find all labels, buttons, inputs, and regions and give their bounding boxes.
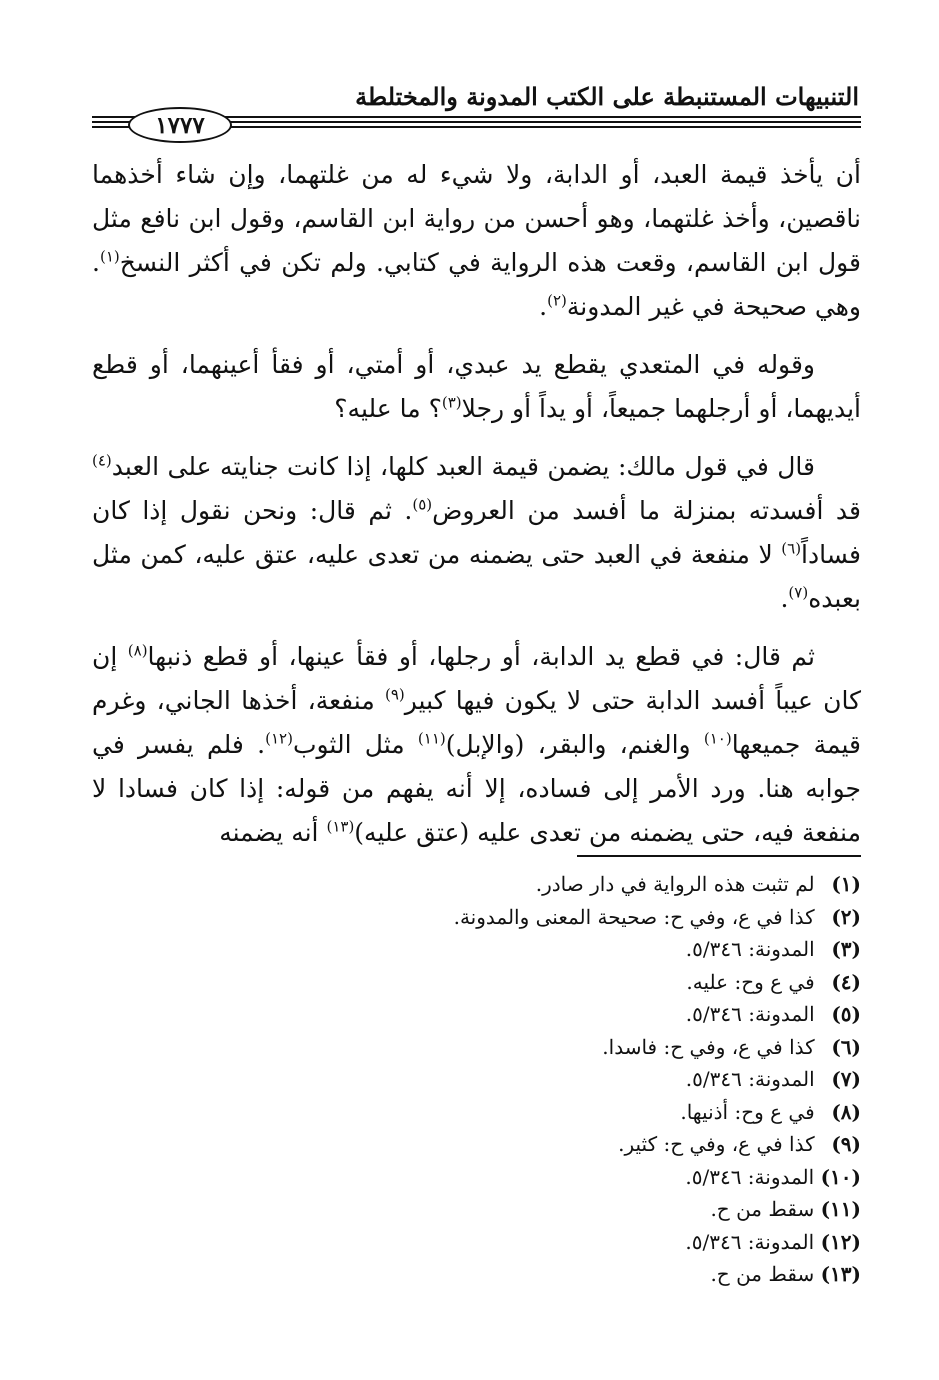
- text-run: قال في قول مالك: يضمن قيمة العبد كلها، إذا كانت جنايته على العبد: [111, 452, 815, 481]
- footnote-text: في ع وح: عليه.: [686, 969, 815, 994]
- text-run: ثم قال: في قطع يد الدابة، أو رجلها، أو فقأ عينها، أو قطع ذنبها: [147, 642, 815, 671]
- footnote-item: [161, 1226, 861, 1259]
- footnote-item: [161, 933, 861, 966]
- footnote-item: [161, 1031, 861, 1064]
- footnote-ref: (٢): [547, 291, 567, 310]
- footnote-ref: (١٣): [326, 817, 355, 836]
- footnote-text: المدونة: ٥/٣٤٦.: [685, 1067, 815, 1091]
- text-run: والغنم، والبقر، (والإبل): [445, 730, 704, 759]
- footnote-ref: (٩): [384, 685, 405, 704]
- footnote-number: (٢): [831, 904, 861, 929]
- footnote-item: [161, 1258, 861, 1291]
- footnote-text: كذا في ع، وفي ح: فاسدا.: [602, 1034, 815, 1059]
- footnotes-list: [161, 868, 861, 1291]
- footnote-number: (١٣): [820, 1262, 861, 1286]
- footnote-ref: (١٢): [265, 729, 293, 748]
- footnote-number: (٥): [831, 1002, 861, 1026]
- footnote-item: [161, 1063, 861, 1096]
- footnote-number: (١٢): [820, 1229, 861, 1254]
- footnote-text: المدونة: ٥/٣٤٦.: [685, 1229, 815, 1254]
- text-run: وقوله في المتعدي يقطع يد عبدي، أو أمتي، أو فقأ أعينهما، أو قطع أيديهما، أو أرجلهما جميعاً، أو يداً أو رجلا: [92, 350, 861, 423]
- footnote-number: (١٠): [820, 1164, 861, 1189]
- footnote-item: [161, 901, 861, 934]
- footnote-separator: [577, 855, 861, 857]
- text-run: .: [780, 584, 789, 613]
- footnote-ref: (٥): [412, 495, 433, 514]
- footnote-text: المدونة: ٥/٣٤٦.: [685, 1164, 815, 1189]
- text-run: .: [539, 292, 548, 321]
- text-run: . فلم يفسر في جوابه هنا. ورد الأمر إلى فساده، إلا أنه يفهم من قوله: إذا كان فسادا لا منفعة فيه، حتى يضمنه من تعدى عليه (عتق عليه): [92, 730, 861, 847]
- text-run: أن يأخذ قيمة العبد، أو الدابة، ولا شيء له من غلتهما، وإن شاء أخذهما ناقصين، وأخذ غلتهما، وهو أحسن من رواية ابن القاسم، وقول ابن نافع مثل قول ابن القاسم، وقعت هذه الرواية في كتابي. ولم تكن في أكثر النسخ: [92, 160, 861, 277]
- footnote-text: سقط من ح.: [710, 1262, 815, 1286]
- footnote-number: (١): [831, 872, 861, 896]
- footnote-ref: (٦): [781, 539, 802, 558]
- footnote-ref: (٨): [127, 641, 148, 660]
- main-text: [92, 153, 861, 869]
- footnote-item: [161, 1096, 861, 1129]
- footnote-number: (٦): [831, 1034, 861, 1059]
- footnote-number: (٧): [831, 1067, 861, 1091]
- footnote-item: [161, 868, 861, 901]
- paragraph-2: [92, 343, 861, 431]
- footnote-text: المدونة: ٥/٣٤٦.: [685, 937, 815, 961]
- footnote-text: لم تثبت هذه الرواية في دار صادر.: [535, 872, 815, 896]
- text-run: قد أفسدته بمنزلة ما أفسد من العروض: [432, 496, 861, 525]
- footnote-ref: (١١): [417, 729, 446, 748]
- text-run: منفعة، أخذها الجاني، وغرم قيمة جميعها: [92, 686, 861, 759]
- footnote-number: (٨): [831, 1099, 861, 1124]
- footnote-item: [161, 1128, 861, 1161]
- text-run: أنه يضمنه: [219, 818, 327, 847]
- paragraph-3: [92, 445, 861, 621]
- running-title: التنبيهات المستنبطة على الكتب المدونة والمختلطة: [355, 82, 859, 111]
- footnote-number: (٣): [831, 937, 861, 961]
- footnote-number: (١١): [820, 1197, 861, 1221]
- footnote-ref: (٣): [441, 393, 462, 412]
- paragraph-4: [92, 635, 861, 855]
- footnote-item: [161, 1161, 861, 1194]
- footnote-text: كذا في ع، وفي ح: صحيحة المعنى والمدونة.: [453, 904, 815, 929]
- footnote-text: في ع وح: أذنيها.: [680, 1099, 815, 1124]
- text-run: ؟ ما عليه؟: [334, 394, 442, 423]
- footnote-item: [161, 966, 861, 999]
- footnote-number: (٤): [831, 969, 861, 994]
- text-run: إن كان عيباً أفسد الدابة حتى لا يكون فيها كبير: [92, 642, 861, 715]
- footnote-item: [161, 998, 861, 1031]
- footnote-ref: (١): [99, 247, 120, 266]
- footnote-text: المدونة: ٥/٣٤٦.: [685, 1002, 815, 1026]
- footnote-text: كذا في ع، وفي ح: كثير.: [618, 1132, 815, 1156]
- footnote-ref: (١٠): [703, 729, 732, 748]
- footnote-text: سقط من ح.: [710, 1197, 815, 1221]
- text-run: . ثم قال: ونحن نقول إذا كان فساداً: [92, 496, 861, 569]
- page-number: ١٧٧٧: [128, 107, 232, 143]
- paragraph-1: [92, 153, 861, 329]
- footnote-number: (٩): [831, 1132, 861, 1156]
- footnote-item: [161, 1193, 861, 1226]
- text-run: لا منفعة في العبد حتى يضمنه من تعدى عليه، عتق عليه، كمن مثل بعبده: [92, 540, 861, 613]
- footnote-ref: (٤): [92, 451, 112, 470]
- text-run: مثل الثوب: [292, 730, 418, 759]
- text-run: . وهي صحيحة في غير المدونة: [92, 248, 861, 321]
- footnote-ref: (٧): [788, 583, 809, 602]
